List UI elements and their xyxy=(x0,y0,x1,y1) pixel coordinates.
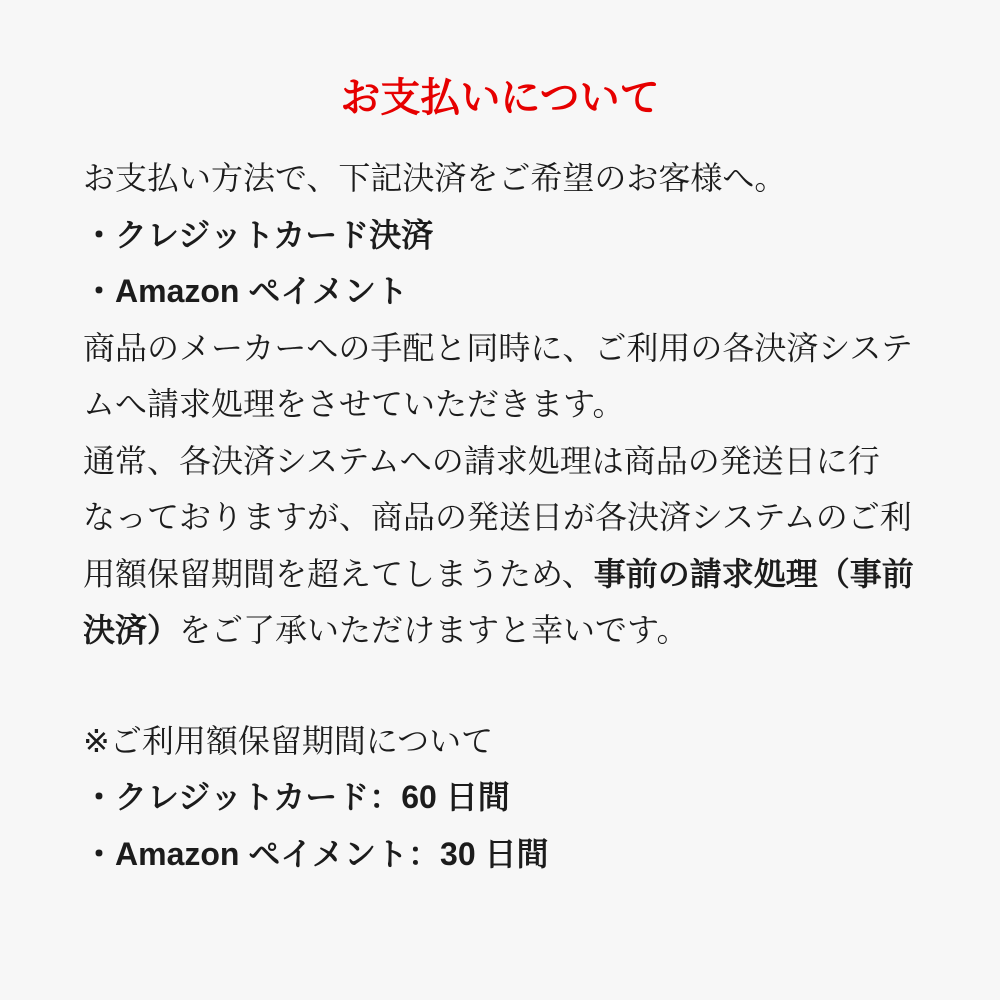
text-run: お支払い方法で、下記決済をご希望のお客様へ。 xyxy=(83,160,787,196)
text-line xyxy=(83,769,928,826)
bold-text-run: 決済） xyxy=(83,612,180,648)
text-run: 通常、各決済システムへの請求処理は商品の発送日に行 xyxy=(83,442,880,479)
text-run: なっておりますが、商品の発送日が各決済システムのご利 xyxy=(83,499,912,535)
text-line xyxy=(83,150,928,207)
text-line xyxy=(83,826,928,883)
bold-text-run: ・Amazon ペイメント：30 日間 xyxy=(83,835,549,872)
text-run: 用額保留期間を超えてしまうため、 xyxy=(83,555,594,592)
bold-text-run: 事前の請求処理（事前 xyxy=(593,555,914,592)
text-run: をご了承いただけますと幸いです。 xyxy=(179,612,689,648)
text-section xyxy=(83,713,928,883)
text-line xyxy=(83,546,928,603)
bold-text-run: ・クレジットカード決済 xyxy=(83,216,434,253)
text-run: ムへ請求処理をさせていただきます。 xyxy=(83,386,625,422)
text-line xyxy=(83,376,928,433)
page-title: お支払いについて xyxy=(340,76,660,120)
bold-text-run: ・Amazon ペイメント xyxy=(83,273,409,309)
text-line xyxy=(83,263,928,320)
text-section xyxy=(83,150,928,659)
text-run: 商品のメーカーへの手配と同時に、ご利用の各決済システ xyxy=(83,329,913,366)
text-line xyxy=(83,207,928,264)
text-line xyxy=(83,602,928,659)
text-line xyxy=(83,320,928,377)
notice-body xyxy=(83,150,928,882)
text-line xyxy=(83,713,928,770)
text-line xyxy=(83,433,928,490)
bold-text-run: ・クレジットカード：60 日間 xyxy=(83,779,510,815)
text-line xyxy=(83,489,928,546)
text-run: ※ご利用額保留期間について xyxy=(83,722,494,759)
